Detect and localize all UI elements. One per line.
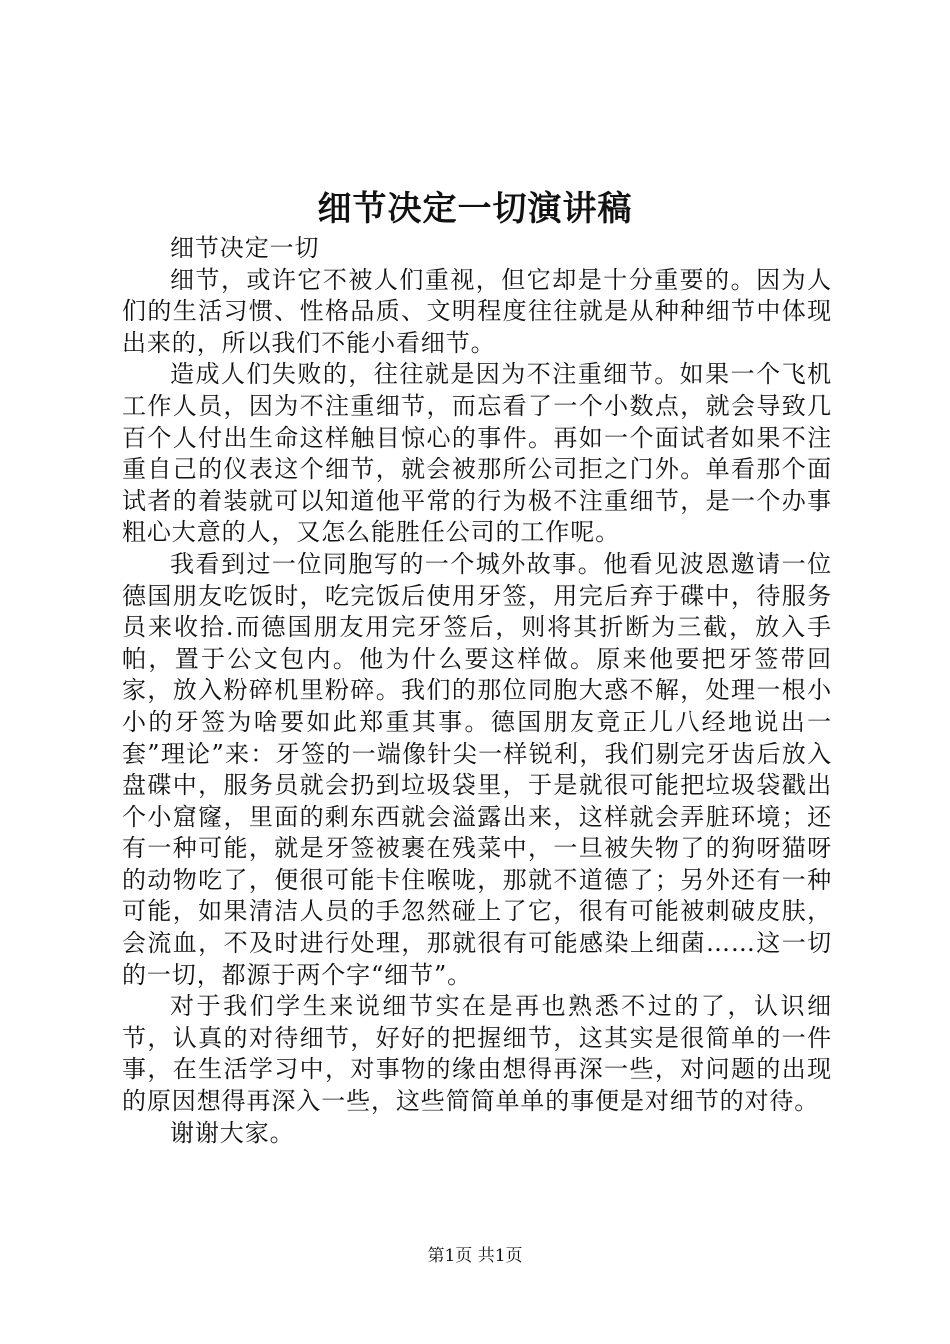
paragraph: 造成人们失败的，往往就是因为不注重细节。如果一个飞机工作人员，因为不注重细节，而忘看了一个小数点，就会导致几百个人付出生命这样触目惊心的事件。再如一个面试者如果不注重自己的仪表这个细节，就会被那所公司拒之门外。单看那个面试者的着装就可以知道他平常的行为极不注重细节，是一个办事粗心大意的人，又怎么能胜任公司的工作呢。 bbox=[122, 360, 832, 547]
document-title: 细节决定一切演讲稿 bbox=[317, 189, 633, 229]
paragraph-closing: 谢谢大家。 bbox=[170, 1118, 295, 1147]
page-footer: 第1页 共1页 bbox=[427, 1246, 523, 1266]
paragraph-subtitle: 细节决定一切 bbox=[170, 234, 320, 262]
paragraph: 细节，或许它不被人们重视，但它却是十分重要的。因为人们的生活习惯、性格品质、文明程度往往就是从种种细节中体现出来的，所以我们不能小看细节。 bbox=[122, 265, 832, 357]
paragraph: 我看到过一位同胞写的一个城外故事。他看见波恩邀请一位德国朋友吃饭时，吃完饭后使用牙签，用完后弃于碟中，待服务员来收拾.而德国朋友用完牙签后，则将其折断为三截，放入手帕，置于公文包内。他为什么要这样做。原来他要把牙签带回家，放入粉碎机里粉碎。我们的那位同胞大惑不解，处理一根小小的牙签为啥要如此郑重其事。德国朋友竟正儿八经地说出一套”理论”来：牙签的一端像针尖一样锐利，我们剔完牙齿后放入盘碟中，服务员就会扔到垃圾袋里，于是就很可能把垃圾袋戳出个小窟窿，里面的剩东西就会溢露出来，这样就会弄脏环境；还有一种可能，就是牙签被裹在残菜中，一旦被失物了的狗呀猫呀的动物吃了，便很可能卡住喉咙，那就不道德了；另外还有一种可能，如果清洁人员的手忽然碰上了它，很有可能被刺破皮肤，会流血，不及时进行处理，那就很有可能感染上细菌……这一切的一切，都源于两个字“细节”。 bbox=[122, 549, 832, 989]
paragraph: 对于我们学生来说细节实在是再也熟悉不过的了，认识细节，认真的对待细节，好好的把握细节，这其实是很简单的一件事，在生活学习中，对事物的缘由想得再深一些，对问题的出现的原因想得再深入一些，这些简简单单的事便是对细节的对待。 bbox=[122, 992, 832, 1116]
document-body bbox=[122, 233, 832, 1149]
